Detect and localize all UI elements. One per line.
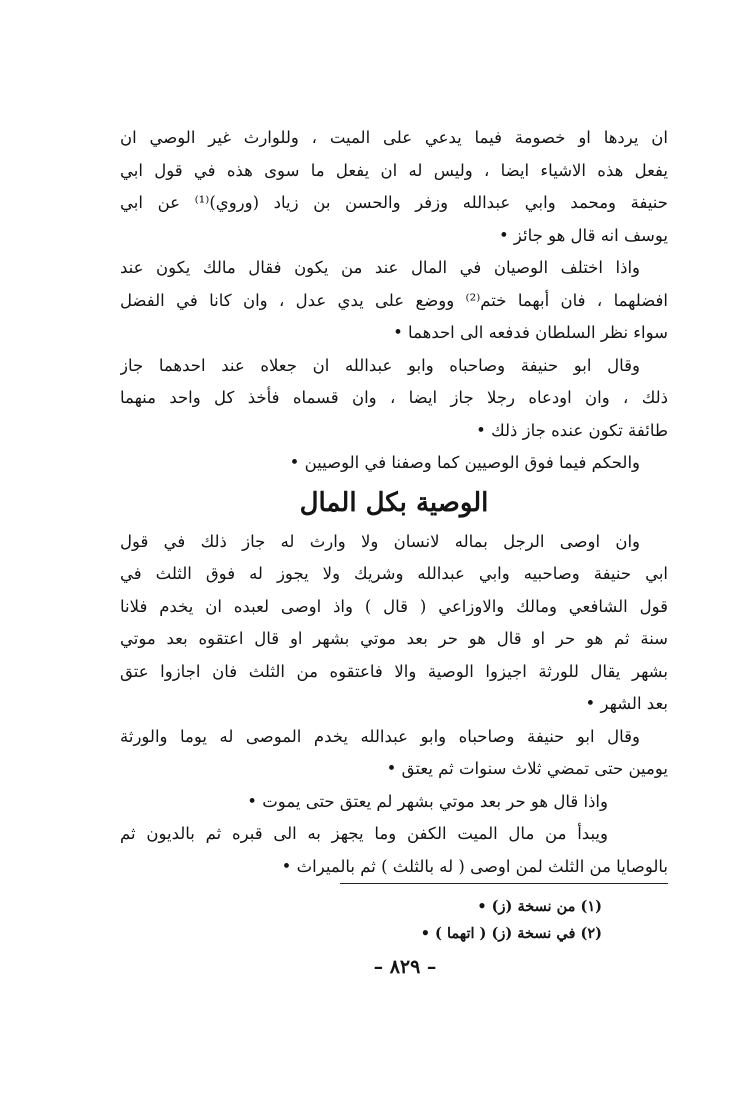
text-line: يفعل هذه الاشياء ايضا ، وليس له ان يفعل ما سوى هذه في قول ابي	[120, 160, 668, 180]
text-line: افضلهما ، فان أبهما ختم⁽²⁾ ووضع على يدي عدل ، وان كانا في الفضل	[120, 290, 668, 310]
text-line: بالوصايا من الثلث لمن اوصى ( له بالثلث ) ثم بالميراث •	[281, 856, 668, 876]
text-line: قول الشافعي ومالك والاوزاعي ( قال ) واذ اوصى لعبده ان يخدم فلانا	[120, 596, 668, 616]
paragraph	[120, 252, 668, 350]
text-line: ويبدأ من مال الميت الكفن وما يجهز به الى قبره ثم بالديون ثم	[120, 824, 608, 843]
text-line: ذلك ، وان اودعاه رجلا جاز ايضا ، وان قسماه فأخذ كل واحد منهما	[120, 388, 668, 407]
paragraph	[120, 447, 668, 480]
section-heading: الوصية بكل المال	[299, 487, 489, 518]
paragraph	[120, 526, 668, 721]
text-line: سواء نظر السلطان فدفعه الى احدهما •	[393, 323, 668, 342]
text-line: واذا اختلف الوصيان في المال عند من يكون فقال مالك يكون عند	[120, 258, 640, 277]
footnotes	[340, 893, 668, 947]
text-line: ان يردها او خصومة فيما يدعي على الميت ، وللوارث غير الوصي ان	[120, 128, 668, 147]
text-line: وان اوصى الرجل بماله لانسان ولا وارث له جاز ذلك في قول	[120, 531, 640, 551]
text-line: يوسف انه قال هو جائز •	[498, 225, 668, 245]
page-number: – ٨٢٩ –	[373, 956, 437, 978]
text-line: حنيفة ومحمد وابي عبدالله وزفر والحسن بن زياد (وروي)⁽¹⁾ عن ابي	[120, 193, 668, 212]
paragraph	[120, 786, 668, 819]
text-line: يومين حتى تمضي ثلاث سنوات ثم يعتق •	[386, 759, 668, 778]
text-line: وقال ابو حنيفة وصاحباه وابو عبدالله ان جعلاه عند احدهما جاز	[120, 355, 640, 375]
text-line: ابي حنيفة وصاحبيه وابي عبدالله وشريك ولا يجوز له فوق الثلث في	[120, 564, 668, 583]
paragraph	[120, 818, 668, 883]
paragraph	[120, 350, 668, 448]
text-line: والحكم فيما فوق الوصيين كما وصفنا في الوصيين •	[289, 453, 640, 472]
paragraph	[120, 122, 668, 252]
text-line: بعد الشهر •	[585, 694, 668, 713]
footnote-1: (١) من نسخة (ز) •	[477, 898, 602, 915]
footnote-divider	[340, 883, 668, 884]
text-line: طائفة تكون عنده جاز ذلك •	[476, 420, 668, 440]
text-line: بشهر يقال للورثة اجيزوا الوصية والا فاعتقوه من الثلث فان اجازوا عتق	[120, 661, 668, 681]
text-line: وقال ابو حنيفة وصاحباه وابو عبدالله يخدم الموصى له يوما والورثة	[120, 726, 640, 746]
footnote-2: (٢) في نسخة (ز) ( اتهما ) •	[420, 925, 602, 942]
text-line: سنة ثم هو حر او قال هو حر بعد موتي بشهر او قال اعتقوه بعد موتي	[120, 629, 668, 648]
paragraph	[120, 721, 668, 786]
text-line: واذا قال هو حر بعد موتي بشهر لم يعتق حتى يموت •	[247, 791, 608, 811]
main-text	[120, 122, 668, 883]
